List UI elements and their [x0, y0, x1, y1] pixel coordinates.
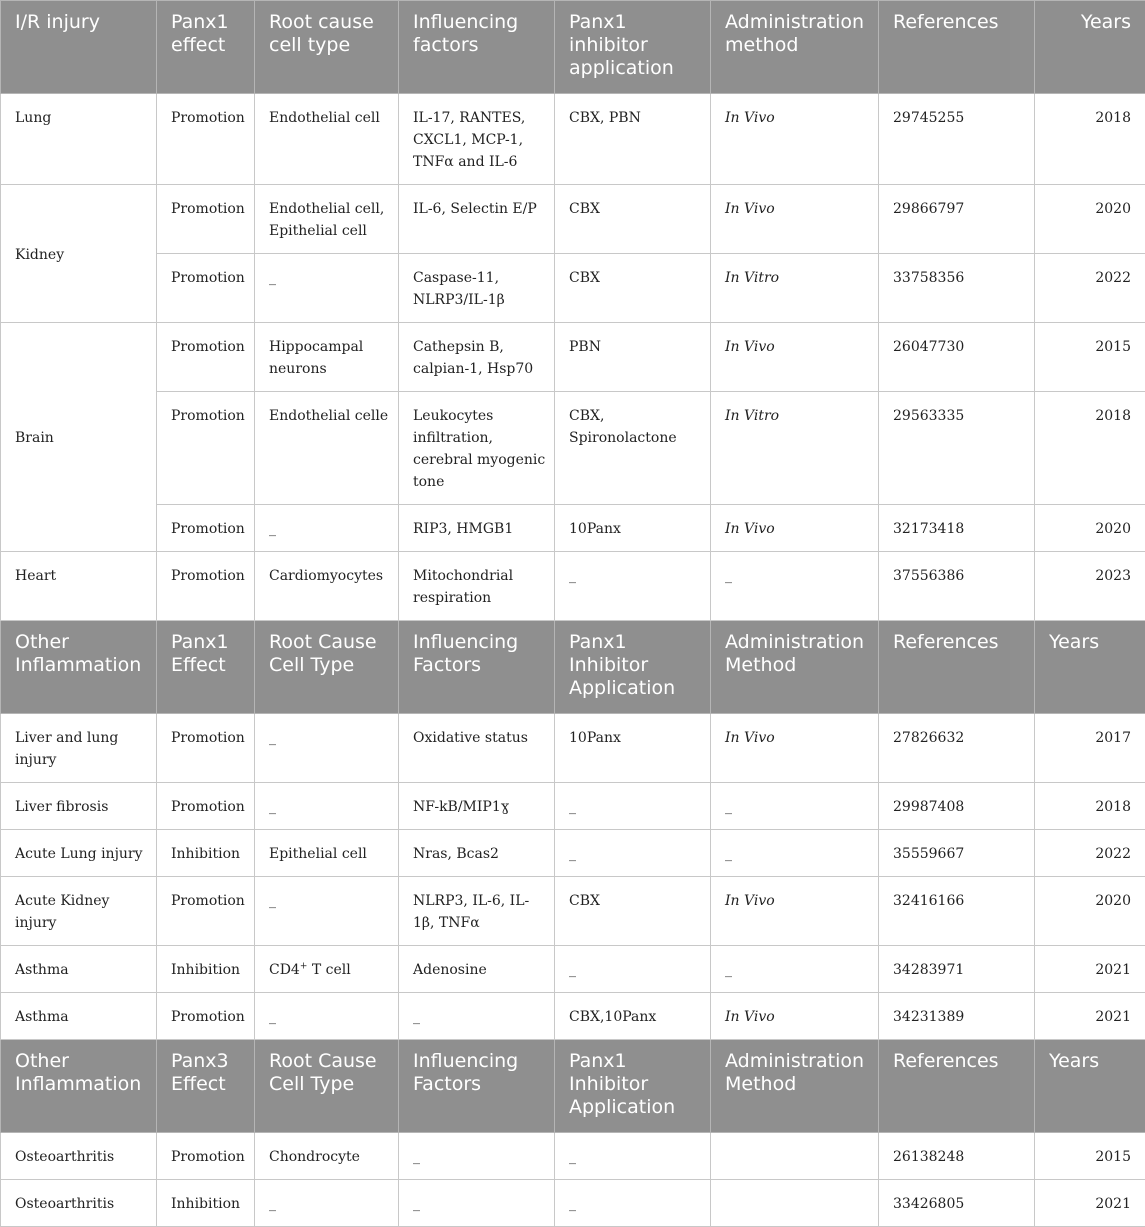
- factors-cell: Oxidative status: [399, 714, 555, 783]
- row-label-cell: Heart: [1, 552, 157, 621]
- effect-cell: Promotion: [157, 714, 255, 783]
- factors-cell: NLRP3, IL-6, IL-1β, TNFα: [399, 877, 555, 946]
- factors-cell: _: [399, 1180, 555, 1227]
- inhibitor-cell: CBX, PBN: [555, 94, 711, 185]
- method-cell: In Vivo: [711, 714, 879, 783]
- inhibitor-cell: PBN: [555, 323, 711, 392]
- factors-cell: NF-kB/MIP1ɣ: [399, 783, 555, 830]
- row-label-cell: Brain: [1, 323, 157, 552]
- factors-cell: Leukocytes infiltration, cerebral myogenic tone: [399, 392, 555, 505]
- table-row: [1, 946, 1145, 993]
- column-header: Years: [1035, 621, 1145, 714]
- method-cell: In Vivo: [711, 877, 879, 946]
- factors-cell: Adenosine: [399, 946, 555, 993]
- table-row: [1, 552, 1145, 621]
- table-row: [1, 714, 1145, 783]
- inhibitor-cell: _: [555, 1133, 711, 1180]
- reference-cell: 29745255: [879, 94, 1035, 185]
- effect-cell: Promotion: [157, 94, 255, 185]
- cell-type-cell: _: [255, 1180, 399, 1227]
- year-cell: 2020: [1035, 877, 1145, 946]
- column-header: Administration method: [711, 1, 879, 94]
- reference-cell: 35559667: [879, 830, 1035, 877]
- effect-cell: Promotion: [157, 323, 255, 392]
- inhibitor-cell: CBX: [555, 254, 711, 323]
- reference-cell: 26138248: [879, 1133, 1035, 1180]
- factors-cell: Mitochondrial respiration: [399, 552, 555, 621]
- column-header: Root Cause Cell Type: [255, 1040, 399, 1133]
- column-header: Influencing Factors: [399, 1040, 555, 1133]
- year-cell: 2018: [1035, 783, 1145, 830]
- method-cell: _: [711, 830, 879, 877]
- column-header: Panx1 Inhibitor Application: [555, 621, 711, 714]
- section-header-row: [1, 621, 1145, 714]
- column-header: Panx1 Inhibitor Application: [555, 1040, 711, 1133]
- cell-type-cell: _: [255, 714, 399, 783]
- reference-cell: 32173418: [879, 505, 1035, 552]
- year-cell: 2021: [1035, 993, 1145, 1040]
- reference-cell: 34231389: [879, 993, 1035, 1040]
- inhibitor-cell: CBX: [555, 185, 711, 254]
- cell-type-cell: _: [255, 877, 399, 946]
- column-header: References: [879, 1040, 1035, 1133]
- effect-cell: Inhibition: [157, 946, 255, 993]
- column-header: Other Inflammation: [1, 1040, 157, 1133]
- factors-cell: Nras, Bcas2: [399, 830, 555, 877]
- effect-cell: Inhibition: [157, 1180, 255, 1227]
- factors-cell: _: [399, 993, 555, 1040]
- row-label-cell: Acute Kidney injury: [1, 877, 157, 946]
- cell-type-cell: _: [255, 254, 399, 323]
- table-row: [1, 1133, 1145, 1180]
- row-label-cell: Liver fibrosis: [1, 783, 157, 830]
- inhibitor-cell: _: [555, 830, 711, 877]
- effect-cell: Inhibition: [157, 830, 255, 877]
- cell-type-cell: Cardiomyocytes: [255, 552, 399, 621]
- cell-type-text: CD4: [269, 962, 300, 978]
- year-cell: 2022: [1035, 254, 1145, 323]
- inhibitor-cell: 10Panx: [555, 505, 711, 552]
- cell-type-cell: Endothelial cell, Epithelial cell: [255, 185, 399, 254]
- method-cell: _: [711, 946, 879, 993]
- table-row: [1, 254, 1145, 323]
- table-row: [1, 505, 1145, 552]
- effect-cell: Promotion: [157, 993, 255, 1040]
- reference-cell: 33758356: [879, 254, 1035, 323]
- inhibitor-cell: CBX, Spironolactone: [555, 392, 711, 505]
- inhibitor-cell: 10Panx: [555, 714, 711, 783]
- cell-type-cell: Epithelial cell: [255, 830, 399, 877]
- year-cell: 2018: [1035, 392, 1145, 505]
- section-header-row: [1, 1, 1145, 94]
- effect-cell: Promotion: [157, 877, 255, 946]
- year-cell: 2018: [1035, 94, 1145, 185]
- row-label-cell: Lung: [1, 94, 157, 185]
- year-cell: 2020: [1035, 185, 1145, 254]
- cell-type-cell: _: [255, 783, 399, 830]
- method-cell: In Vitro: [711, 392, 879, 505]
- factors-cell: IL-6, Selectin E/P: [399, 185, 555, 254]
- factors-cell: IL-17, RANTES, CXCL1, MCP-1, TNFα and IL-6: [399, 94, 555, 185]
- row-label-cell: Osteoarthritis: [1, 1180, 157, 1227]
- method-cell: In Vivo: [711, 993, 879, 1040]
- table-row: [1, 993, 1145, 1040]
- table-row: [1, 877, 1145, 946]
- table-row: [1, 392, 1145, 505]
- reference-cell: 26047730: [879, 323, 1035, 392]
- reference-cell: 29866797: [879, 185, 1035, 254]
- column-header: Administration Method: [711, 621, 879, 714]
- table-row: [1, 323, 1145, 392]
- cell-type-cell: _: [255, 993, 399, 1040]
- table-row: [1, 94, 1145, 185]
- reference-cell: 29987408: [879, 783, 1035, 830]
- column-header: Other Inflammation: [1, 621, 157, 714]
- year-cell: 2020: [1035, 505, 1145, 552]
- factors-cell: Caspase-11, NLRP3/IL-1β: [399, 254, 555, 323]
- method-cell: In Vivo: [711, 505, 879, 552]
- column-header: References: [879, 621, 1035, 714]
- row-label-cell: Asthma: [1, 993, 157, 1040]
- column-header: Panx1 Effect: [157, 621, 255, 714]
- table-row: [1, 830, 1145, 877]
- column-header: Root Cause Cell Type: [255, 621, 399, 714]
- effect-cell: Promotion: [157, 505, 255, 552]
- column-header: Panx1 inhibitor application: [555, 1, 711, 94]
- row-label-cell: Liver and lung injury: [1, 714, 157, 783]
- cell-type-cell: _: [255, 505, 399, 552]
- column-header: Root cause cell type: [255, 1, 399, 94]
- year-cell: 2021: [1035, 946, 1145, 993]
- year-cell: 2021: [1035, 1180, 1145, 1227]
- inhibitor-cell: _: [555, 946, 711, 993]
- reference-cell: 29563335: [879, 392, 1035, 505]
- reference-cell: 34283971: [879, 946, 1035, 993]
- row-label-cell: Asthma: [1, 946, 157, 993]
- column-header: Years: [1035, 1, 1145, 94]
- column-header: Influencing factors: [399, 1, 555, 94]
- effect-cell: Promotion: [157, 783, 255, 830]
- column-header: Influencing Factors: [399, 621, 555, 714]
- row-label-cell: Kidney: [1, 185, 157, 323]
- cell-type-cell: Hippocampal neurons: [255, 323, 399, 392]
- effect-cell: Promotion: [157, 254, 255, 323]
- column-header: Years: [1035, 1040, 1145, 1133]
- cell-type-cell: [255, 946, 399, 993]
- cell-type-cell: Chondrocyte: [255, 1133, 399, 1180]
- row-label-cell: Osteoarthritis: [1, 1133, 157, 1180]
- table-row: [1, 185, 1145, 254]
- factors-cell: RIP3, HMGB1: [399, 505, 555, 552]
- effect-cell: Promotion: [157, 552, 255, 621]
- table-row: [1, 1180, 1145, 1227]
- section-header-row: [1, 1040, 1145, 1133]
- reference-cell: 33426805: [879, 1180, 1035, 1227]
- column-header: Panx1 effect: [157, 1, 255, 94]
- method-cell: _: [711, 552, 879, 621]
- cell-type-suffix: T cell: [307, 962, 350, 978]
- factors-cell: _: [399, 1133, 555, 1180]
- method-cell: In Vitro: [711, 254, 879, 323]
- column-header: References: [879, 1, 1035, 94]
- reference-cell: 27826632: [879, 714, 1035, 783]
- inhibitor-cell: _: [555, 552, 711, 621]
- method-cell: In Vivo: [711, 185, 879, 254]
- effect-cell: Promotion: [157, 185, 255, 254]
- reference-cell: 32416166: [879, 877, 1035, 946]
- effect-cell: Promotion: [157, 392, 255, 505]
- reference-cell: 37556386: [879, 552, 1035, 621]
- column-header: Administration Method: [711, 1040, 879, 1133]
- year-cell: 2015: [1035, 1133, 1145, 1180]
- year-cell: 2023: [1035, 552, 1145, 621]
- column-header: I/R injury: [1, 1, 157, 94]
- method-cell: [711, 1133, 879, 1180]
- year-cell: 2015: [1035, 323, 1145, 392]
- year-cell: 2022: [1035, 830, 1145, 877]
- column-header: Panx3 Effect: [157, 1040, 255, 1133]
- table-body: [1, 1, 1145, 1227]
- year-cell: 2017: [1035, 714, 1145, 783]
- inhibitor-cell: _: [555, 1180, 711, 1227]
- method-cell: In Vivo: [711, 94, 879, 185]
- inhibitor-cell: CBX,10Panx: [555, 993, 711, 1040]
- table-row: [1, 783, 1145, 830]
- effect-cell: Promotion: [157, 1133, 255, 1180]
- method-cell: [711, 1180, 879, 1227]
- method-cell: In Vivo: [711, 323, 879, 392]
- superscript: +: [300, 961, 308, 971]
- cell-type-cell: Endothelial celle: [255, 392, 399, 505]
- row-label-cell: Acute Lung injury: [1, 830, 157, 877]
- method-cell: _: [711, 783, 879, 830]
- inhibitor-cell: _: [555, 783, 711, 830]
- factors-cell: Cathepsin B, calpian-1, Hsp70: [399, 323, 555, 392]
- cell-type-cell: Endothelial cell: [255, 94, 399, 185]
- inhibitor-cell: CBX: [555, 877, 711, 946]
